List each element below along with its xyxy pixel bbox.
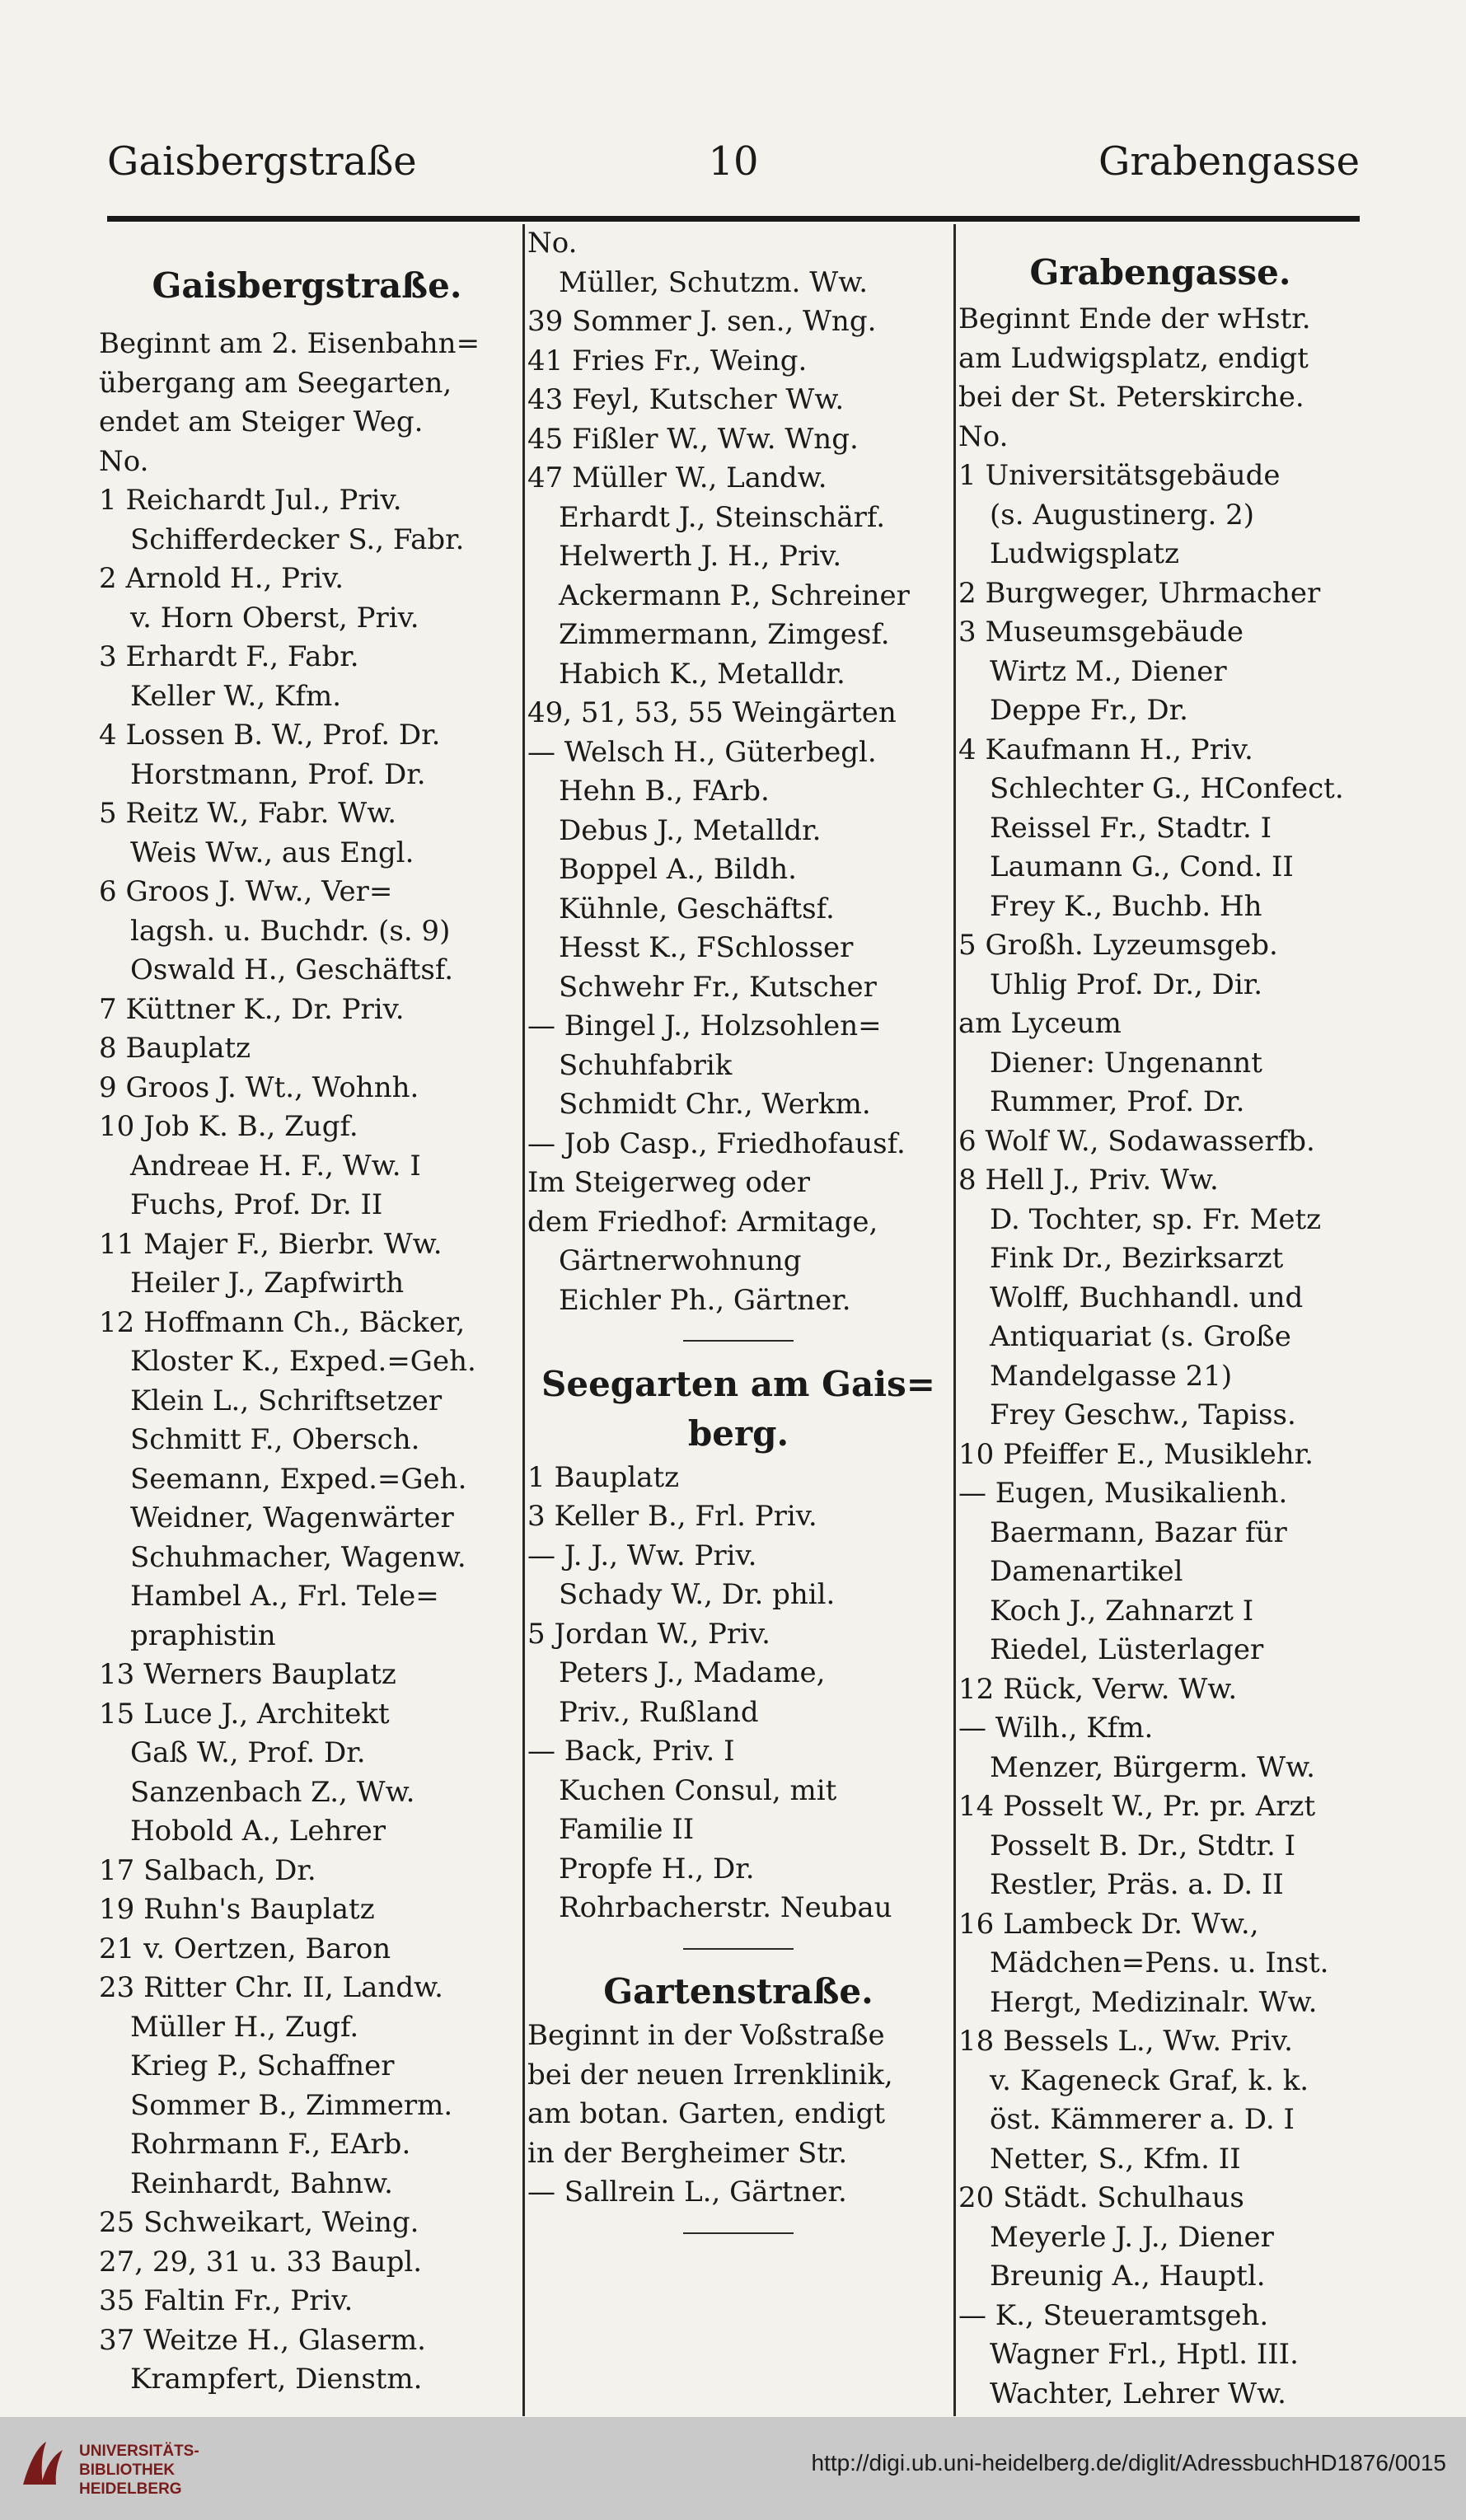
entry-line: dem Friedhof: Armitage, [527,1205,878,1239]
entry-line: Schwehr Fr., Kutscher [559,970,877,1004]
entry-line: Netter, S., Kfm. II [990,2142,1241,2176]
entry-line: 35 Faltin Fr., Priv. [99,2284,354,2317]
entry-line: Schady W., Dr. phil. [559,1578,836,1611]
entry-line: 25 Schweikart, Weing. [99,2206,419,2239]
entry-line: — Bingel J., Holzsohlen= [527,1009,882,1042]
entry-line: 16 Lambeck Dr. Ww., [958,1907,1259,1941]
entry-line: 2 Burgweger, Uhrmacher [958,576,1321,610]
entry-line: 8 Bauplatz [99,1032,251,1065]
entry-line: am Ludwigsplatz, endigt [958,341,1309,375]
entry-line: Weidner, Wagenwärter [130,1501,454,1534]
entry-line: 19 Ruhn's Bauplatz [99,1893,375,1926]
entry-line: Menzer, Bürgerm. Ww. [990,1750,1315,1784]
section-heading: Seegarten am Gais= [541,1363,935,1404]
entry-line: (s. Augustinerg. 2) [990,498,1254,532]
entry-line: Beginnt in der Voßstraße [527,2019,885,2052]
entry-line: 12 Rück, Verw. Ww. [958,1672,1238,1706]
entry-line: Boppel A., Bildh. [559,853,797,886]
entry-line: Debus J., Metalldr. [559,813,822,847]
entry-line: — Sallrein L., Gärtner. [527,2176,847,2209]
entry-line: Oswald H., Geschäftsf. [130,953,454,986]
entry-line: No. [527,227,578,260]
entry-line: Gärtnerwohnung [559,1244,802,1277]
logo-line: UNIVERSITÄTS- [79,2443,199,2460]
entry-line: Im Steigerweg oder [527,1166,810,1199]
entry-line: Rummer, Prof. Dr. [990,1085,1245,1118]
entry-line: Keller W., Kfm. [130,679,341,713]
entry-line: Eichler Ph., Gärtner. [559,1283,851,1317]
entry-line: Laumann G., Cond. II [990,850,1294,883]
column-grabengasse [958,224,1362,2416]
entry-line: 10 Job K. B., Zugf. [99,1110,358,1143]
entry-line: 1 Universitätsgebäude [958,459,1281,492]
entry-line: 37 Weitze H., Glaserm. [99,2323,426,2357]
entry-line: am botan. Garten, endigt [527,2097,886,2130]
entry-line: Weis Ww., aus Engl. [130,836,415,869]
entry-line: Wachter, Lehrer Ww. [990,2377,1286,2410]
section-divider [527,2213,949,2252]
entry-line: 5 Großh. Lyzeumsgeb. [958,929,1278,962]
entry-line: bei der neuen Irrenklinik, [527,2058,893,2091]
entry-line: Habich K., Metalldr. [559,657,845,691]
entry-line: Schuhfabrik [559,1048,733,1082]
entry-line: Meyerle J. J., Diener [990,2220,1274,2254]
entry-line: endet am Steiger Weg. [99,405,424,438]
entry-line: Uhlig Prof. Dr., Dir. [990,967,1263,1001]
entry-line: 43 Feyl, Kutscher Ww. [527,383,845,416]
entry-line: Horstmann, Prof. Dr. [130,757,426,791]
entry-line: Hergt, Medizinalr. Ww. [990,1985,1318,2019]
entry-line: Posselt B. Dr., Stdtr. I [990,1829,1296,1862]
section-divider [527,1928,949,1968]
entry-line: Hehn B., FArb. [559,775,770,808]
section-divider [527,1320,949,1360]
entry-line: Heiler J., Zapfwirth [130,1267,405,1300]
entry-line: 9 Groos J. Wt., Wohnh. [99,1070,419,1104]
entry-line: Priv., Rußland [559,1695,759,1729]
entry-line: Schuhmacher, Wagenw. [130,1540,466,1574]
entry-line: 3 Erhardt F., Fabr. [99,640,359,673]
entry-line: Frey Geschw., Tapiss. [990,1398,1296,1431]
entry-line: Kühnle, Geschäftsf. [559,892,835,925]
entry-line: 41 Fries Fr., Weing. [527,344,808,377]
section-heading: Gaisbergstraße. [152,265,462,306]
entry-line: Propfe H., Dr. [559,1852,755,1885]
column-divider [522,224,525,2416]
entry-line: 47 Müller W., Landw. [527,461,827,494]
footer-bar [0,2417,1466,2520]
entry-line: Reinhardt, Bahnw. [130,2166,393,2200]
library-logo-text [79,2442,199,2499]
entry-line: v. Horn Oberst, Priv. [130,601,419,635]
entry-line: 2 Arnold H., Priv. [99,562,344,595]
entry-line: Riedel, Lüsterlager [990,1633,1264,1666]
entry-line: Damenartikel [990,1555,1183,1588]
entry-line: 6 Groos J. Ww., Ver= [99,875,393,908]
entry-line: Schlechter G., HConfect. [990,772,1344,805]
header-right-street: Grabengasse [1098,138,1360,185]
entry-line: praphistin [130,1618,276,1652]
entry-line: Peters J., Madame, [559,1656,826,1689]
entry-line: Familie II [559,1813,695,1846]
entry-line: Diener: Ungenannt [990,1046,1262,1080]
entry-line: Reissel Fr., Stadtr. I [990,811,1272,845]
entry-line: Rohrbacherstr. Neubau [559,1891,892,1924]
entry-line: 23 Ritter Chr. II, Landw. [99,1971,443,2004]
entry-line: Sanzenbach Z., Ww. [130,1775,415,1809]
entry-line: Antiquariat (s. Große [990,1320,1291,1353]
column-divider [953,224,956,2416]
entry-line: Klein L., Schriftsetzer [130,1384,443,1417]
entry-line: 14 Posselt W., Pr. pr. Arzt [958,1790,1316,1823]
entry-line: Baermann, Bazar für [990,1515,1287,1549]
entry-line: Wolff, Buchhandl. und [990,1281,1304,1314]
entry-line: Beginnt Ende der wHstr. [958,302,1311,335]
entry-line: No. [958,419,1009,453]
entry-line: Deppe Fr., Dr. [990,694,1188,727]
entry-line: 49, 51, 53, 55 Weingärten [527,696,897,729]
entry-line: Restler, Präs. a. D. II [990,1868,1284,1901]
entry-line: Sommer B., Zimmerm. [130,2088,453,2122]
entry-line: Rohrmann F., EArb. [130,2128,411,2161]
entry-line: 4 Kaufmann H., Priv. [958,733,1253,766]
entry-line: 5 Jordan W., Priv. [527,1617,770,1651]
entry-line: — Back, Priv. I [527,1735,735,1768]
entry-line: Helwerth J. H., Priv. [559,540,842,573]
entry-line: 6 Wolf W., Sodawasserfb. [958,1124,1315,1158]
entry-line: Breunig A., Hauptl. [990,2260,1266,2293]
running-header [107,138,1360,196]
entry-line: 10 Pfeiffer E., Musiklehr. [958,1437,1314,1471]
entry-line: 4 Lossen B. W., Prof. Dr. [99,719,441,752]
logo-line: HEIDELBERG [79,2480,182,2498]
entry-line: v. Kageneck Graf, k. k. [990,2063,1309,2097]
entry-line: 1 Bauplatz [527,1460,680,1494]
entry-line: 5 Reitz W., Fabr. Ww. [99,797,397,830]
entry-line: 12 Hoffmann Ch., Bäcker, [99,1305,466,1339]
entry-line: Krampfert, Dienstm. [130,2363,423,2396]
entry-line: 8 Hell J., Priv. Ww. [958,1164,1219,1197]
entry-line: 13 Werners Bauplatz [99,1658,396,1691]
page-number: 10 [708,138,759,185]
entry-line: Wagner Frl., Hptl. III. [990,2338,1299,2371]
entry-line: Ludwigsplatz [990,537,1179,570]
entry-line: — J. J., Ww. Priv. [527,1539,757,1572]
header-left-street: Gaisbergstraße [107,138,417,185]
entry-line: 20 Städt. Schulhaus [958,2181,1244,2214]
entry-line: 18 Bessels L., Ww. Priv. [958,2025,1293,2058]
entry-line: Schmidt Chr., Werkm. [559,1088,871,1121]
entry-line: 1 Reichardt Jul., Priv. [99,484,402,517]
entry-line: Seemann, Exped.=Geh. [130,1462,467,1496]
entry-line: 21 v. Oertzen, Baron [99,1932,391,1965]
entry-line: Krieg P., Schaffner [130,2049,395,2082]
entry-line: Wirtz M., Diener [990,654,1227,688]
entry-line: 45 Fißler W., Ww. Wng. [527,422,859,456]
entry-line: — K., Steueramtsgeh. [958,2298,1269,2332]
entry-line: Müller, Schutzm. Ww. [559,265,869,299]
entry-line: Ackermann P., Schreiner [559,578,910,612]
logo-line: BIBLIOTHEK [79,2461,176,2479]
column-gaisbergstrasse [99,224,515,2416]
entry-line: Koch J., Zahnarzt I [990,1594,1254,1628]
entry-line: — Welsch H., Güterbegl. [527,735,877,769]
entry-line: 39 Sommer J. sen., Wng. [527,305,877,338]
library-logo-icon [18,2435,68,2493]
entry-line: Beginnt am 2. Eisenbahn= [99,327,480,360]
entry-line: Erhardt J., Steinschärf. [559,500,886,534]
entry-line: Hobold A., Lehrer [130,1815,386,1848]
source-url-link[interactable]: http://digi.ub.uni-heidelberg.de/diglit/AdressbuchHD1876/0015 [811,2450,1446,2476]
entry-line: Kuchen Consul, mit [559,1773,837,1807]
entry-line: öst. Kämmerer a. D. I [990,2103,1295,2136]
entry-line: lagsh. u. Buchdr. (s. 9) [130,914,451,948]
entry-line: 15 Luce J., Architekt [99,1697,390,1731]
entry-line: Schmitt F., Obersch. [130,1423,420,1456]
entry-line: Zimmermann, Zimgesf. [559,618,890,651]
entry-line: Mädchen=Pens. u. Inst. [990,1946,1329,1979]
section-heading-continued: berg. [687,1412,789,1454]
entry-line: übergang am Seegarten, [99,366,452,400]
entry-line: — Wilh., Kfm. [958,1712,1154,1745]
section-heading: Gartenstraße. [603,1971,874,2012]
entry-line: Hesst K., FSchlosser [559,931,854,964]
entry-line: 17 Salbach, Dr. [99,1853,316,1887]
entry-line: Müller H., Zugf. [130,2010,359,2044]
entry-line: — Job Casp., Friedhofausf. [527,1127,906,1160]
entry-line: Frey K., Buchb. Hh [990,889,1262,923]
entry-line: in der Bergheimer Str. [527,2136,848,2170]
entry-line: Kloster K., Exped.=Geh. [130,1345,476,1378]
entry-line: Mandelgasse 21) [990,1359,1233,1393]
entry-line: D. Tochter, sp. Fr. Metz [990,1202,1322,1236]
entry-line: — Eugen, Musikalienh. [958,1477,1288,1510]
entry-line: 3 Keller B., Frl. Priv. [527,1500,817,1533]
entry-line: Schifferdecker S., Fabr. [130,522,465,556]
entry-line: 11 Majer F., Bierbr. Ww. [99,1227,443,1261]
entry-line: Fuchs, Prof. Dr. II [130,1188,383,1221]
entry-line: 3 Museumsgebäude [958,616,1244,649]
entry-line: bei der St. Peterskirche. [958,381,1304,414]
section-heading: Grabengasse. [1029,252,1291,293]
entry-line: No. [99,444,149,478]
entry-line: Fink Dr., Bezirksarzt [990,1242,1284,1275]
header-rule [107,216,1360,222]
entry-line: Hambel A., Frl. Tele= [130,1580,439,1613]
entry-line: 27, 29, 31 u. 33 Baupl. [99,2245,423,2279]
column-middle [527,224,949,2416]
entry-line: Andreae H. F., Ww. I [130,1149,421,1183]
entry-line: 7 Küttner K., Dr. Priv. [99,992,405,1026]
entry-line: am Lyceum [958,1007,1122,1040]
entry-line: Gaß W., Prof. Dr. [130,1736,366,1769]
